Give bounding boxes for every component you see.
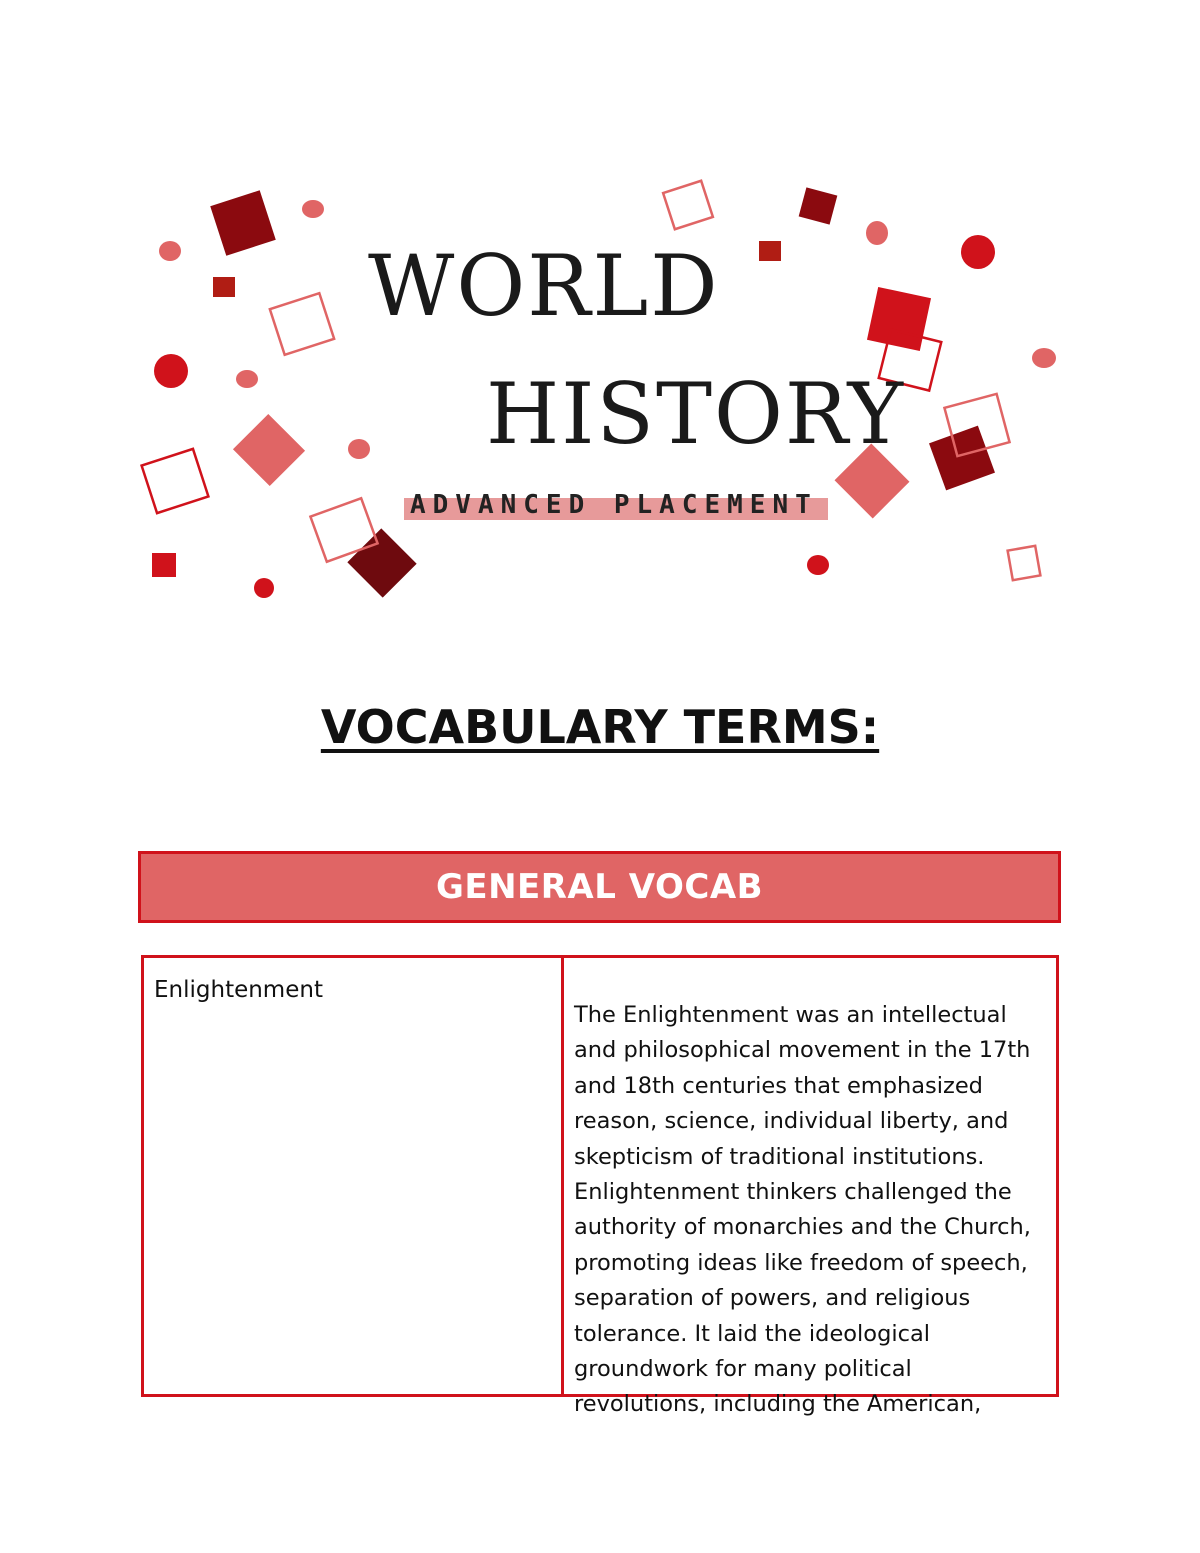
subtitle-advanced-placement: ADVANCED PLACEMENT bbox=[410, 490, 818, 520]
decor-dot bbox=[236, 370, 258, 388]
decor-square-outline bbox=[270, 293, 334, 355]
title-world: WORLD bbox=[368, 237, 720, 335]
decor-square bbox=[233, 414, 305, 486]
decor-dot bbox=[254, 578, 274, 598]
decor-dot bbox=[159, 241, 181, 261]
decor-dot bbox=[961, 235, 995, 269]
decor-square-outline bbox=[1008, 546, 1041, 580]
decor-square bbox=[152, 553, 176, 577]
decor-square bbox=[759, 241, 781, 261]
decor-square-outline bbox=[663, 181, 713, 230]
definition-cell: The Enlightenment was an intellectual and philosophical movement in the 17th and 18th centuries that emphasized reason, science, individual liberty, and skepticism of traditional institutions. Enlightenment thinkers challenged the authority of monarchies and the Church, promoting ideas like freedom of speech, separation of powers, and religious tolerance. It laid the ideological groundwork for many political revolutions, including the American, bbox=[574, 1002, 1031, 1418]
section-header-general-vocab bbox=[138, 851, 1061, 923]
vocabulary-heading: VOCABULARY TERMS: bbox=[320, 700, 880, 754]
section-title: GENERAL VOCAB bbox=[435, 867, 764, 907]
decor-dot bbox=[866, 221, 888, 245]
decor-dot bbox=[302, 200, 324, 218]
decor-square bbox=[347, 528, 416, 597]
decor-square-outline bbox=[142, 449, 209, 513]
decor-dot bbox=[154, 354, 188, 388]
decor-square bbox=[799, 187, 838, 224]
decor-dot bbox=[1032, 348, 1056, 368]
vocab-table bbox=[141, 955, 1059, 1418]
decor-dot bbox=[807, 555, 829, 575]
decor-dot bbox=[348, 439, 370, 459]
decor-square bbox=[929, 426, 995, 491]
title-history: HISTORY bbox=[486, 365, 905, 463]
term-cell: Enlightenment bbox=[144, 958, 564, 1394]
decor-square bbox=[213, 277, 235, 297]
decor-square bbox=[210, 190, 276, 256]
decor-square bbox=[867, 287, 931, 351]
title-banner bbox=[0, 0, 1200, 640]
